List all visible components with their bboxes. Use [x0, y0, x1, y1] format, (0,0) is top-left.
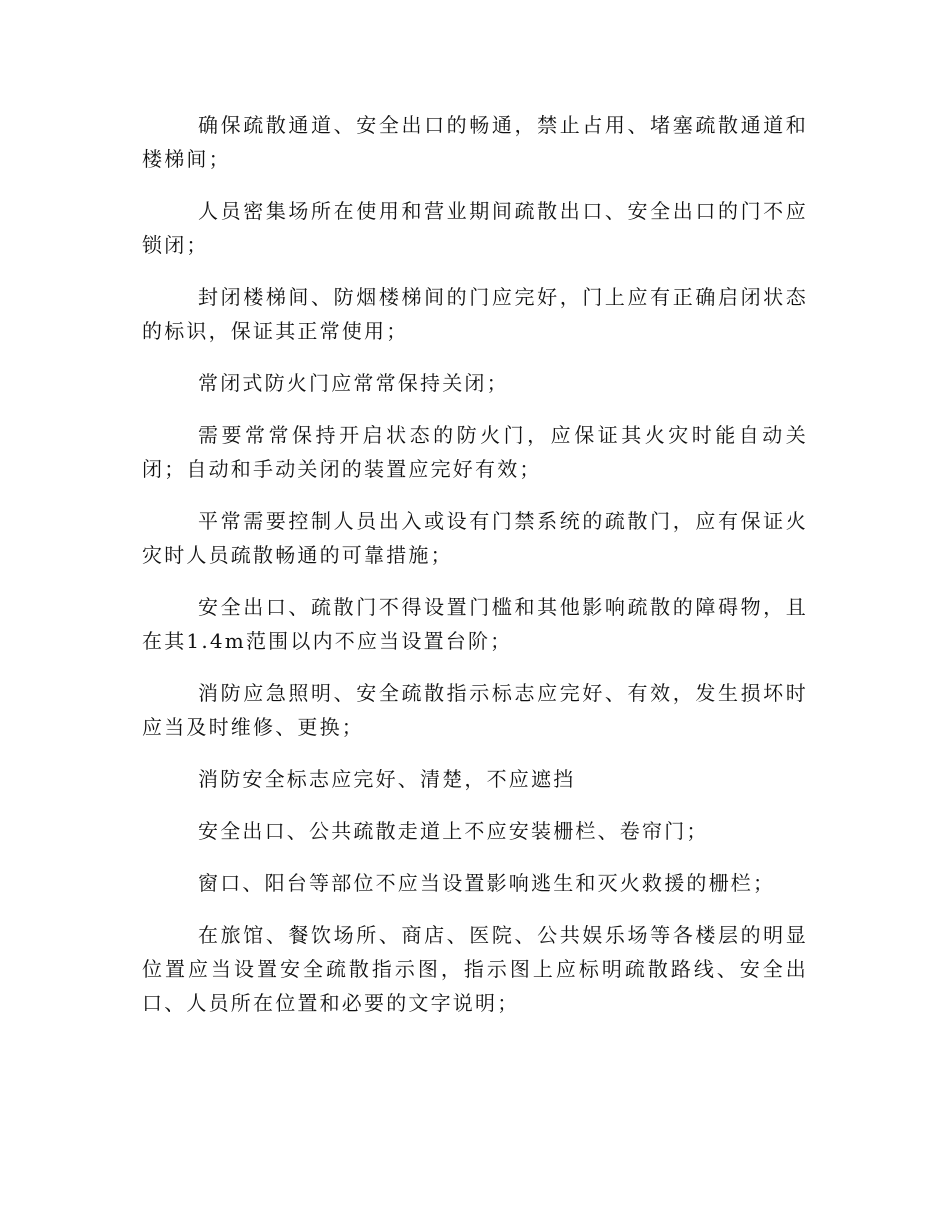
document-body — [142, 108, 808, 1038]
paragraph: 确保疏散通道、安全出口的畅通，禁止占用、堵塞疏散通道和楼梯间； — [142, 113, 808, 171]
paragraph: 封闭楼梯间、防烟楼梯间的门应完好，门上应有正确启闭状态的标识，保证其正常使用； — [142, 285, 808, 343]
paragraph: 常闭式防火门应常常保持关闭； — [198, 371, 509, 395]
paragraph: 平常需要控制人员出入或设有门禁系统的疏散门，应有保证火灾时人员疏散畅通的可靠措施； — [142, 509, 808, 567]
paragraph: 在旅馆、餐饮场所、商店、医院、公共娱乐场等各楼层的明显位置应当设置安全疏散指示图，指示图上应标明疏散路线、安全出口、人员所在位置和必要的文字说明； — [142, 923, 808, 1015]
paragraph: 安全出口、公共疏散走道上不应安装栅栏、卷帘门； — [198, 819, 709, 843]
paragraph: 安全出口、疏散门不得设置门槛和其他影响疏散的障碍物，且在其1.4m范围以内不应当设置台阶； — [142, 595, 808, 653]
paragraph: 人员密集场所在使用和营业期间疏散出口、安全出口的门不应锁闭； — [142, 199, 808, 257]
paragraph: 消防安全标志应完好、清楚，不应遮挡 — [198, 767, 576, 791]
paragraph: 消防应急照明、安全疏散指示标志应完好、有效，发生损坏时应当及时维修、更换； — [142, 681, 808, 739]
paragraph: 窗口、阳台等部位不应当设置影响逃生和灭火救援的栅栏； — [198, 871, 776, 895]
paragraph: 需要常常保持开启状态的防火门，应保证其火灾时能自动关闭；自动和手动关闭的装置应完好有效； — [142, 423, 808, 481]
